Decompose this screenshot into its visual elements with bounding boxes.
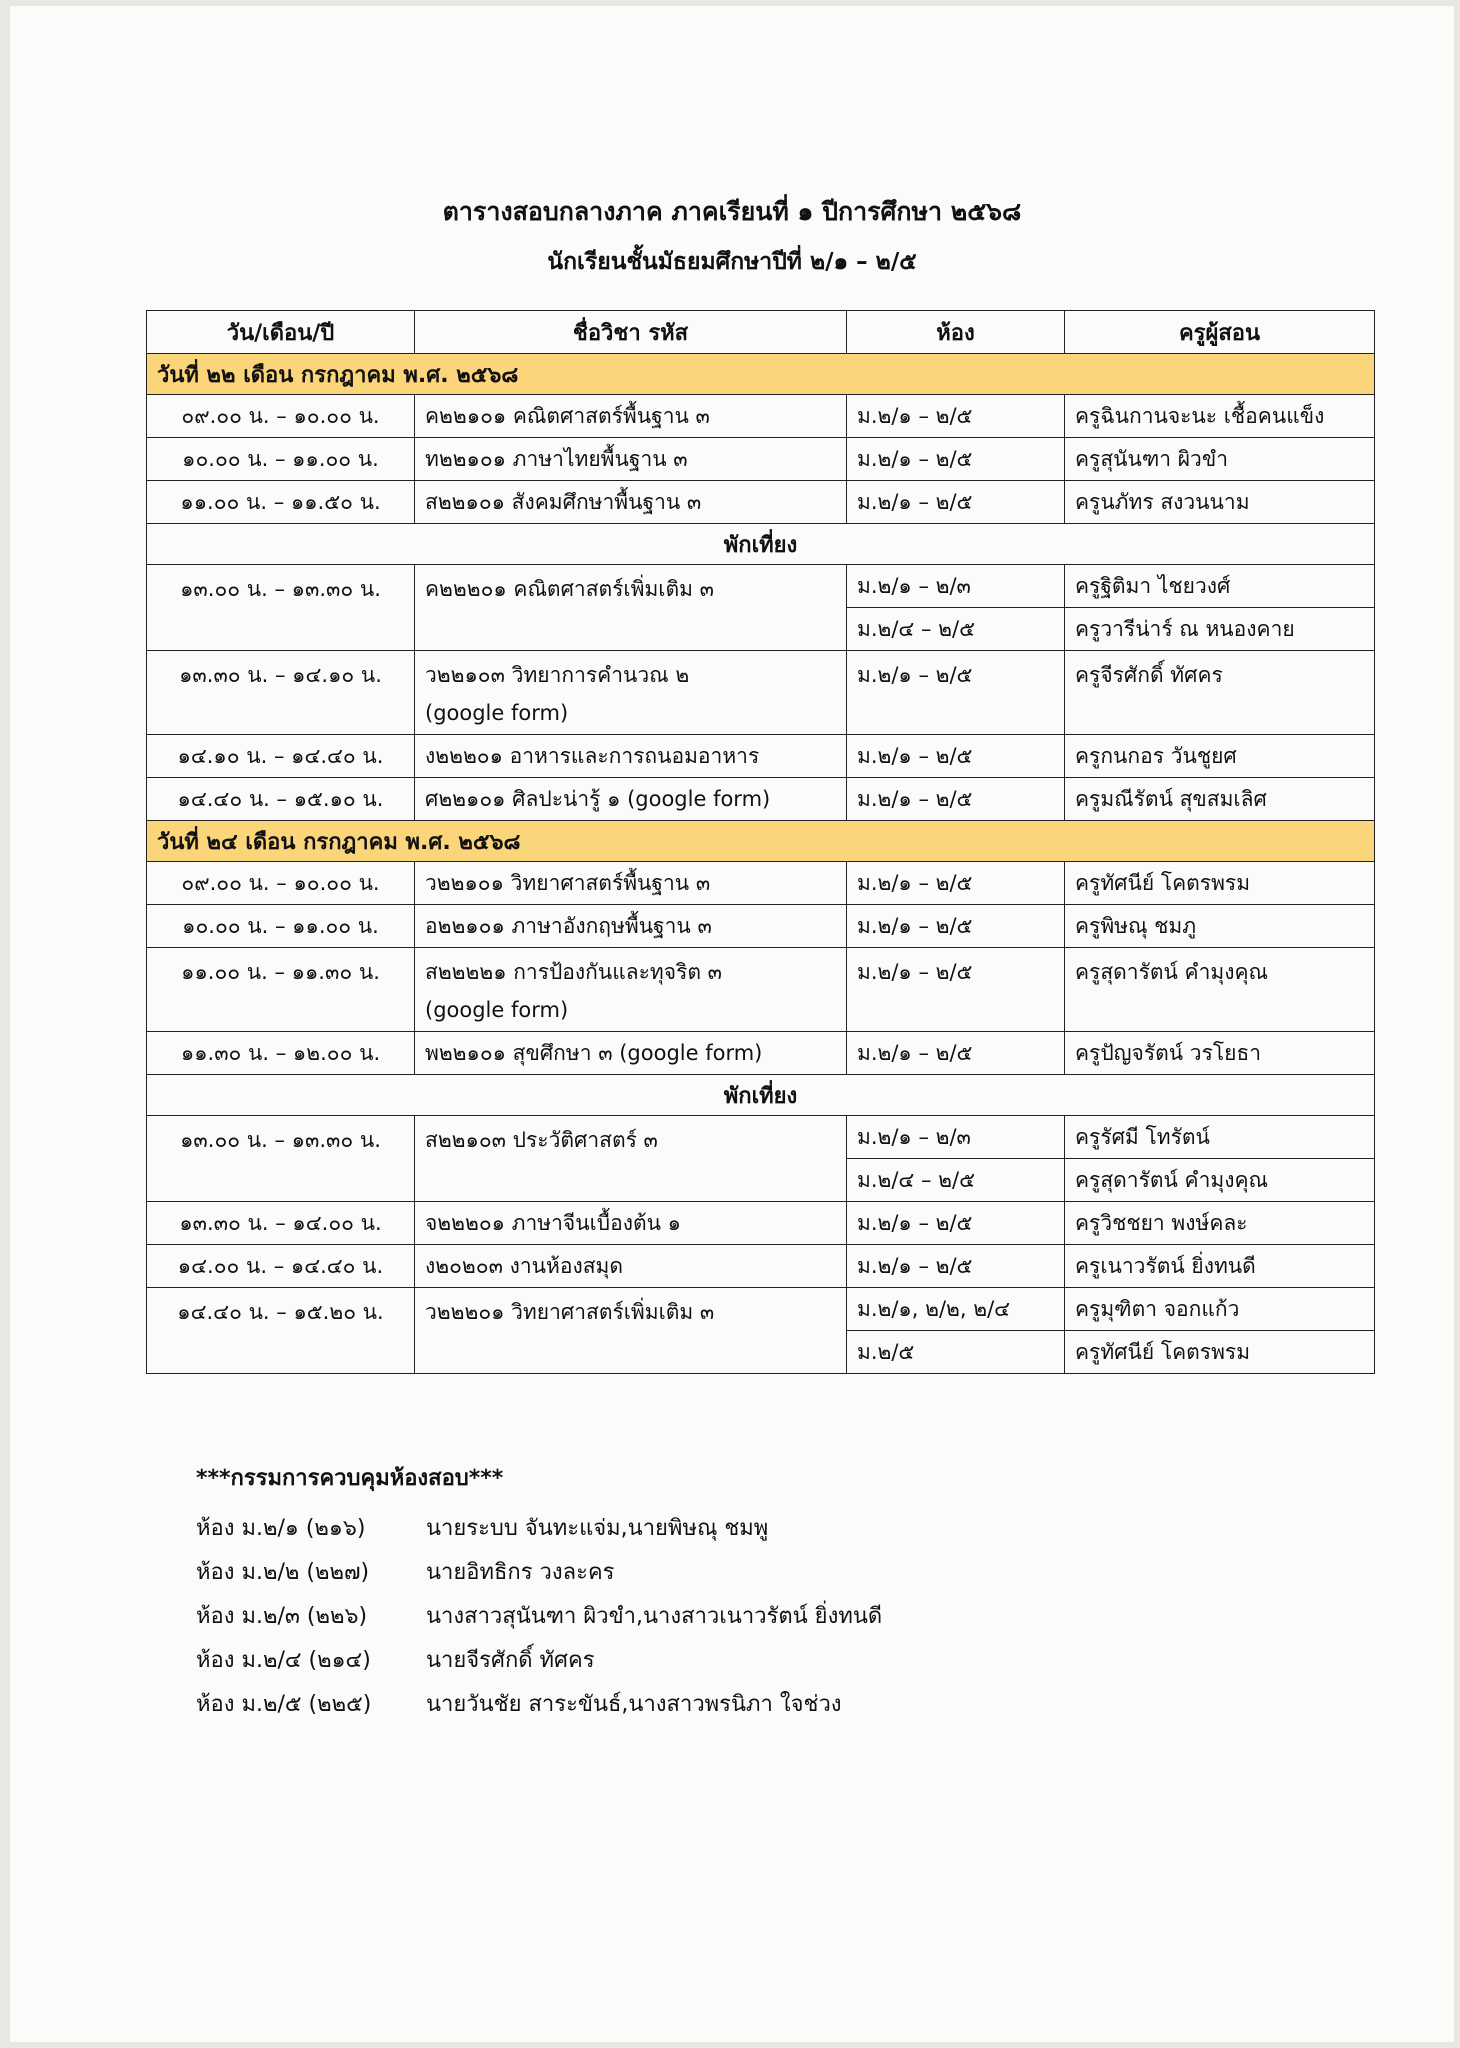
committee-room: ห้อง ม.๒/๕ (๒๒๕)	[196, 1691, 372, 1717]
committee-room: ห้อง ม.๒/๔ (๒๑๔)	[196, 1647, 371, 1673]
exam-room: ม.๒/๔ – ๒/๕	[847, 608, 1065, 651]
table-row	[147, 778, 1375, 821]
exam-subject: ศ๒๒๑๐๑ ศิลปะน่ารู้ ๑ (google form)	[415, 778, 847, 821]
committee-section	[196, 1460, 882, 1725]
exam-time: ๑๐.๐๐ น. – ๑๑.๐๐ น.	[147, 905, 415, 948]
day-header	[147, 354, 1375, 395]
exam-subject: ส๒๒๑๐๑ สังคมศึกษาพื้นฐาน ๓	[415, 481, 847, 524]
exam-time: ๑๑.๓๐ น. – ๑๒.๐๐ น.	[147, 1032, 415, 1075]
table-row	[147, 1116, 1375, 1159]
subject-line-1: ว๒๒๑๐๓ วิทยาการคำนวณ ๒	[425, 663, 690, 687]
exam-teacher: ครูมุฑิตา จอกแก้ว	[1065, 1288, 1375, 1331]
exam-teacher: ครูรัศมี โทรัตน์	[1065, 1116, 1375, 1159]
day-label: วันที่ ๒๔ เดือน กรกฎาคม พ.ศ. ๒๕๖๘	[147, 821, 1375, 862]
exam-subject: ว๒๒๑๐๑ วิทยาศาสตร์พื้นฐาน ๓	[415, 862, 847, 905]
exam-room: ม.๒/๕	[847, 1331, 1065, 1374]
table-row	[147, 948, 1375, 1032]
committee-room: ห้อง ม.๒/๒ (๒๒๗)	[196, 1559, 370, 1585]
exam-room: ม.๒/๑ – ๒/๕	[847, 735, 1065, 778]
exam-teacher: ครูนภัทร สงวนนาม	[1065, 481, 1375, 524]
exam-subject: ค๒๒๑๐๑ คณิตศาสตร์พื้นฐาน ๓	[415, 395, 847, 438]
exam-subject: ค๒๒๒๐๑ คณิตศาสตร์เพิ่มเติม ๓	[415, 565, 847, 651]
exam-room: ม.๒/๑ – ๒/๕	[847, 481, 1065, 524]
exam-time: ๑๔.๑๐ น. – ๑๔.๔๐ น.	[147, 735, 415, 778]
exam-subject: พ๒๒๑๐๑ สุขศึกษา ๓ (google form)	[415, 1032, 847, 1075]
table-row	[147, 905, 1375, 948]
exam-room: ม.๒/๑ – ๒/๓	[847, 1116, 1065, 1159]
exam-room: ม.๒/๑ – ๒/๕	[847, 395, 1065, 438]
exam-time: ๑๑.๐๐ น. – ๑๑.๓๐ น.	[147, 948, 415, 1032]
exam-teacher: ครูวารีน่าร์ ณ หนองคาย	[1065, 608, 1375, 651]
exam-room: ม.๒/๑ – ๒/๓	[847, 565, 1065, 608]
col-header-date: วัน/เดือน/ปี	[147, 311, 415, 354]
subject-line-2: (google form)	[425, 701, 569, 725]
exam-time: ๑๑.๐๐ น. – ๑๑.๕๐ น.	[147, 481, 415, 524]
exam-room: ม.๒/๑ – ๒/๕	[847, 778, 1065, 821]
document-title: ตารางสอบกลางภาค ภาคเรียนที่ ๑ ปีการศึกษา ๒๕๖๘	[442, 197, 1022, 226]
committee-row	[196, 1593, 882, 1637]
lunch-break-row	[147, 524, 1375, 565]
exam-room: ม.๒/๑ – ๒/๕	[847, 905, 1065, 948]
exam-schedule-table	[146, 310, 1375, 1374]
exam-subject: ง๒๐๒๐๓ งานห้องสมุด	[415, 1245, 847, 1288]
exam-teacher: ครูฐิติมา ไชยวงศ์	[1065, 565, 1375, 608]
exam-room: ม.๒/๔ – ๒/๕	[847, 1159, 1065, 1202]
exam-time: ๑๔.๔๐ น. – ๑๕.๑๐ น.	[147, 778, 415, 821]
exam-teacher: ครูเนาวรัตน์ ยิ่งทนดี	[1065, 1245, 1375, 1288]
committee-row	[196, 1549, 882, 1593]
committee-title: ***กรรมการควบคุมห้องสอบ***	[196, 1466, 504, 1491]
committee-names: นายวันชัย สาระขันธ์,นางสาวพรนิภา ใจช่วง	[426, 1691, 842, 1717]
table-row	[147, 565, 1375, 608]
lunch-break-label: พักเที่ยง	[147, 524, 1375, 565]
exam-room: ม.๒/๑ – ๒/๕	[847, 438, 1065, 481]
committee-room: ห้อง ม.๒/๓ (๒๒๖)	[196, 1603, 368, 1629]
lunch-break-row	[147, 1075, 1375, 1116]
exam-teacher: ครูมณีรัตน์ สุขสมเลิศ	[1065, 778, 1375, 821]
committee-row	[196, 1505, 882, 1549]
exam-subject	[415, 651, 847, 735]
exam-room: ม.๒/๑ – ๒/๕	[847, 948, 1065, 1032]
exam-teacher: ครูฉินกานจะนะ เชื้อคนแข็ง	[1065, 395, 1375, 438]
exam-subject	[415, 948, 847, 1032]
table-row	[147, 735, 1375, 778]
col-header-room: ห้อง	[847, 311, 1065, 354]
exam-time: ๑๐.๐๐ น. – ๑๑.๐๐ น.	[147, 438, 415, 481]
col-header-teacher: ครูผู้สอน	[1065, 311, 1375, 354]
exam-teacher: ครูวิชชยา พงษ์คละ	[1065, 1202, 1375, 1245]
exam-teacher: ครูปัญจรัตน์ วรโยธา	[1065, 1032, 1375, 1075]
committee-names: นายอิทธิกร วงละคร	[426, 1559, 615, 1585]
table-row	[147, 1202, 1375, 1245]
exam-subject: อ๒๒๑๐๑ ภาษาอังกฤษพื้นฐาน ๓	[415, 905, 847, 948]
exam-room: ม.๒/๑ – ๒/๕	[847, 862, 1065, 905]
exam-subject: ส๒๒๑๐๓ ประวัติศาสตร์ ๓	[415, 1116, 847, 1202]
day-header	[147, 821, 1375, 862]
exam-room: ม.๒/๑ – ๒/๕	[847, 651, 1065, 735]
exam-subject: ท๒๒๑๐๑ ภาษาไทยพื้นฐาน ๓	[415, 438, 847, 481]
exam-subject: จ๒๒๒๐๑ ภาษาจีนเบื้องต้น ๑	[415, 1202, 847, 1245]
exam-time: ๑๔.๔๐ น. – ๑๕.๒๐ น.	[147, 1288, 415, 1374]
subject-line-1: ส๒๒๒๒๑ การป้องกันและทุจริต ๓	[425, 960, 723, 984]
table-row	[147, 651, 1375, 735]
table-header	[147, 311, 1375, 354]
exam-teacher: ครูทัศนีย์ โคตรพรม	[1065, 1331, 1375, 1374]
exam-room: ม.๒/๑, ๒/๒, ๒/๔	[847, 1288, 1065, 1331]
exam-room: ม.๒/๑ – ๒/๕	[847, 1245, 1065, 1288]
exam-time: ๑๔.๐๐ น. – ๑๔.๔๐ น.	[147, 1245, 415, 1288]
exam-teacher: ครูกนกอร วันชูยศ	[1065, 735, 1375, 778]
committee-room: ห้อง ม.๒/๑ (๒๑๖)	[196, 1515, 366, 1541]
committee-row	[196, 1637, 882, 1681]
table-row	[147, 438, 1375, 481]
committee-names: นางสาวสุนันฑา ผิวขำ,นางสาวเนาวรัตน์ ยิ่งทนดี	[426, 1603, 883, 1629]
table-row	[147, 862, 1375, 905]
exam-subject: ว๒๒๒๐๑ วิทยาศาสตร์เพิ่มเติม ๓	[415, 1288, 847, 1374]
exam-time: ๐๙.๐๐ น. – ๑๐.๐๐ น.	[147, 862, 415, 905]
exam-time: ๑๓.๐๐ น. – ๑๓.๓๐ น.	[147, 1116, 415, 1202]
exam-teacher: ครูทัศนีย์ โคตรพรม	[1065, 862, 1375, 905]
document-subtitle: นักเรียนชั้นมัธยมศึกษาปีที่ ๒/๑ – ๒/๕	[547, 249, 917, 275]
day-label: วันที่ ๒๒ เดือน กรกฎาคม พ.ศ. ๒๕๖๘	[147, 354, 1375, 395]
lunch-break-label: พักเที่ยง	[147, 1075, 1375, 1116]
exam-teacher: ครูจีรศักดิ์ ทัศคร	[1065, 651, 1375, 735]
exam-teacher: ครูสุดารัตน์ คำมุงคุณ	[1065, 948, 1375, 1032]
table-row	[147, 1245, 1375, 1288]
exam-subject: ง๒๒๒๐๑ อาหารและการถนอมอาหาร	[415, 735, 847, 778]
exam-time: ๑๓.๓๐ น. – ๑๔.๐๐ น.	[147, 1202, 415, 1245]
committee-names: นายระบบ จันทะแจ่ม,นายพิษณุ ชมพู	[426, 1515, 769, 1541]
exam-teacher: ครูสุดารัตน์ คำมุงคุณ	[1065, 1159, 1375, 1202]
table-row	[147, 1288, 1375, 1331]
exam-time: ๑๓.๓๐ น. – ๑๔.๑๐ น.	[147, 651, 415, 735]
committee-names: นายจีรศักดิ์ ทัศคร	[426, 1647, 595, 1673]
exam-room: ม.๒/๑ – ๒/๕	[847, 1202, 1065, 1245]
exam-room: ม.๒/๑ – ๒/๕	[847, 1032, 1065, 1075]
table-row	[147, 1032, 1375, 1075]
exam-time: ๐๙.๐๐ น. – ๑๐.๐๐ น.	[147, 395, 415, 438]
exam-teacher: ครูสุนันฑา ผิวขำ	[1065, 438, 1375, 481]
exam-teacher: ครูพิษณุ ชมภู	[1065, 905, 1375, 948]
table-row	[147, 481, 1375, 524]
exam-time: ๑๓.๐๐ น. – ๑๓.๓๐ น.	[147, 565, 415, 651]
committee-row	[196, 1681, 882, 1725]
col-header-subject: ชื่อวิชา รหัส	[415, 311, 847, 354]
table-row	[147, 395, 1375, 438]
subject-line-2: (google form)	[425, 998, 569, 1022]
